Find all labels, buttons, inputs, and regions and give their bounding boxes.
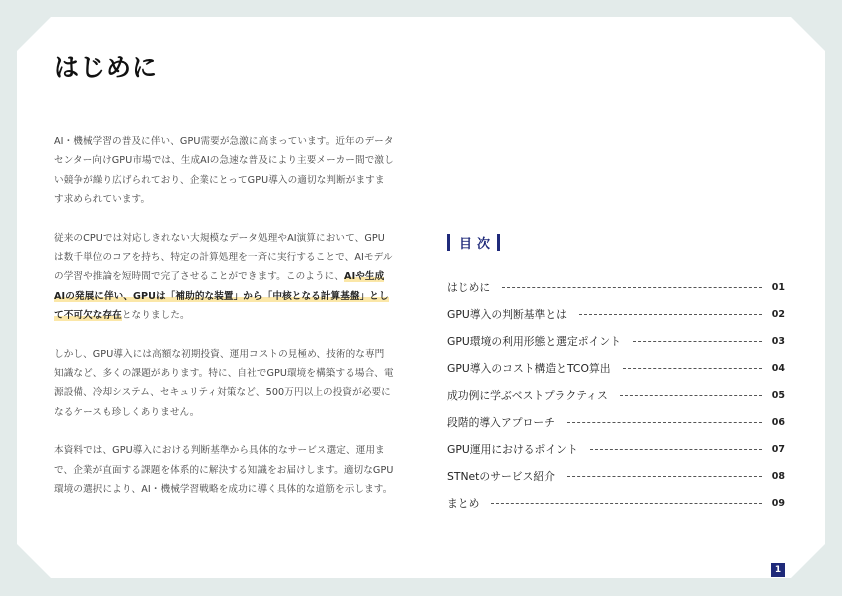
toc-leader [491,503,761,504]
toc-heading-text: 目次 [459,237,496,252]
toc-leader [623,368,762,369]
toc-item-page: 07 [771,444,785,455]
toc-item[interactable] [447,382,785,409]
table-of-contents [447,274,785,517]
toc-leader [502,287,762,288]
toc-item-label: 段階的導入アプローチ [447,416,555,429]
paragraph-2-before: 従来のCPUでは対応しきれない大規模なデータ処理やAI演算において、GPUは数千単位のコアを持ち、特定の計算処理を一斉に実行することで、AIモデルの学習や推論を短時間で完了させることができます。このように、 [54,232,393,283]
toc-leader [579,314,762,315]
toc-item-label: はじめに [447,281,491,294]
paragraph-3: しかし、GPU導入には高額な初期投資、運用コストの見極め、技術的な専門知識など、多くの課題があります。特に、自社でGPU環境を構築する場合、電源設備、冷却システム、セキュリティ対策など、500万円以上の投資が必要になるケースも珍しくありません。 [54,348,394,418]
paragraph-1: AI・機械学習の普及に伴い、GPU需要が急激に高まっています。近年のデータセンター向けGPU市場では、生成AIの急速な普及により主要メーカー間で激しい競争が繰り広げられており、企業にとってGPU導入の適切な判断がますます求められています。 [54,136,394,206]
toc-item[interactable] [447,490,785,517]
toc-item[interactable] [447,409,785,436]
toc-item-page: 04 [771,363,785,374]
highlighted-statement: AIや生成AIの発展に伴い、GPUは「補助的な装置」から「中核となる計算基盤」として不可欠な存在 [54,271,389,322]
paragraph-2 [54,229,394,326]
toc-item[interactable] [447,301,785,328]
toc-item-page: 05 [771,390,785,401]
toc-item[interactable] [447,328,785,355]
toc-item-label: STNetのサービス紹介 [447,470,555,483]
toc-item-label: まとめ [447,497,480,510]
page-title: はじめに [54,53,159,82]
toc-item-page: 06 [771,417,785,428]
toc-heading-bar-left [447,234,450,251]
page-number-badge: 1 [771,563,785,577]
toc-item-label: GPU導入の判断基準とは [447,308,567,321]
toc-leader [633,341,762,342]
intro-text [54,132,394,519]
toc-item[interactable] [447,274,785,301]
paragraph-4: 本資料では、GPU導入における判断基準から具体的なサービス選定、運用まで、企業が直面する課題を体系的に解決する知識をお届けします。適切なGPU環境の選択により、AI・機械学習戦略を成功に導く具体的な道筋を示します。 [54,445,394,496]
toc-item[interactable] [447,436,785,463]
toc-leader [567,422,762,423]
toc-item-label: 成功例に学ぶベストプラクティス [447,389,608,402]
toc-item-page: 08 [771,471,785,482]
toc-item[interactable] [447,463,785,490]
toc-item-label: GPU環境の利用形態と選定ポイント [447,335,621,348]
paragraph-2-after: となりました。 [121,310,190,322]
toc-item-page: 09 [771,498,785,509]
toc-item-page: 03 [771,336,785,347]
toc-item-page: 01 [771,282,785,293]
toc-item-page: 02 [771,309,785,320]
toc-leader [590,449,762,450]
toc-heading-bar-right [497,234,500,251]
toc-leader [620,395,762,396]
toc-item-label: GPU導入のコスト構造とTCO算出 [447,362,611,375]
toc-item-label: GPU運用におけるポイント [447,443,578,456]
toc-leader [567,476,762,477]
toc-heading [447,233,500,252]
toc-item[interactable] [447,355,785,382]
